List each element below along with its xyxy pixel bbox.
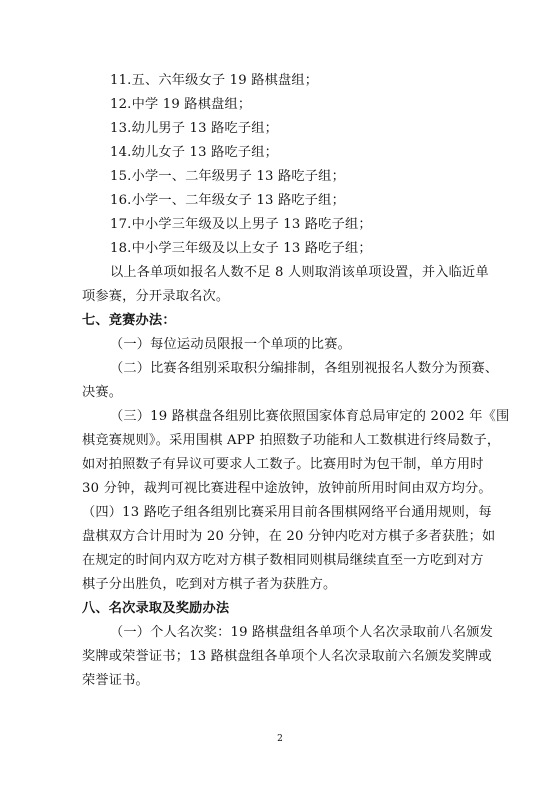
note-line-2: 项参赛，分开录取名次。: [82, 289, 230, 304]
list-item-12: 12.中学 19 路棋盘组；: [110, 97, 252, 112]
section-7-item-2-line-2: 决赛。: [82, 385, 123, 400]
section-8-item-1-line-2: 奖牌或荣誉证书；13 路棋盘组各单项个人名次录取前六名颁发奖牌或: [82, 649, 492, 664]
section-7-item-4-line-2: 盘棋双方合计用时为 20 分钟，在 20 分钟内吃对方棋子多者获胜；如: [82, 529, 496, 544]
section-7-heading: 七、竞赛办法：: [82, 313, 176, 328]
section-7-item-4-line-1: （四）13 路吃子组各组别比赛采用目前各围棋网络平台通用规则，每: [82, 505, 492, 520]
page-number: 2: [277, 734, 283, 744]
section-7-item-3-line-1: （三）19 路棋盘各组别比赛依照国家体育总局审定的 2002 年《围: [110, 409, 510, 424]
list-item-11: 11.五、六年级女子 19 路棋盘组；: [110, 73, 319, 88]
section-7-item-2-line-1: （二）比赛各组别采取积分编排制，各组别视报名人数分为预赛、: [110, 361, 499, 376]
list-item-14: 14.幼儿女子 13 路吃子组；: [110, 145, 279, 160]
list-item-18: 18.中小学三年级及以上女子 13 路吃子组；: [110, 241, 372, 256]
section-7-item-3-line-3: 如对拍照数子有异议可要求人工数子。比赛用时为包干制，单方用时: [82, 457, 484, 472]
section-7-item-1: （一）每位运动员限报一个单项的比赛。: [110, 337, 351, 352]
section-8-item-1-line-1: （一）个人名次奖：19 路棋盘组各单项个人名次录取前八名颁发: [110, 625, 494, 640]
section-7-item-4-line-3: 在规定的时间内双方吃对方棋子数相同则棋局继续直至一方吃到对方: [82, 553, 484, 568]
section-7-item-3-line-4: 30 分钟，裁判可视比赛进程中途放钟，放钟前所用时间由双方均分。: [82, 481, 492, 496]
note-line-1: 以上各单项如报名人数不足 8 人则取消该单项设置，并入临近单: [110, 265, 489, 280]
list-item-16: 16.小学一、二年级女子 13 路吃子组；: [110, 193, 345, 208]
section-8-heading: 八、名次录取及奖励办法: [82, 601, 230, 616]
section-7-item-3-line-2: 棋竞赛规则》。采用围棋 APP 拍照数子功能和人工数棋进行终局数子，: [82, 433, 501, 448]
list-item-15: 15.小学一、二年级男子 13 路吃子组；: [110, 169, 345, 184]
list-item-13: 13.幼儿男子 13 路吃子组；: [110, 121, 279, 136]
section-7-item-4-line-4: 棋子分出胜负，吃到对方棋子者为获胜方。: [82, 577, 337, 592]
section-8-item-1-line-3: 荣誉证书。: [82, 673, 149, 688]
list-item-17: 17.中小学三年级及以上男子 13 路吃子组；: [110, 217, 372, 232]
